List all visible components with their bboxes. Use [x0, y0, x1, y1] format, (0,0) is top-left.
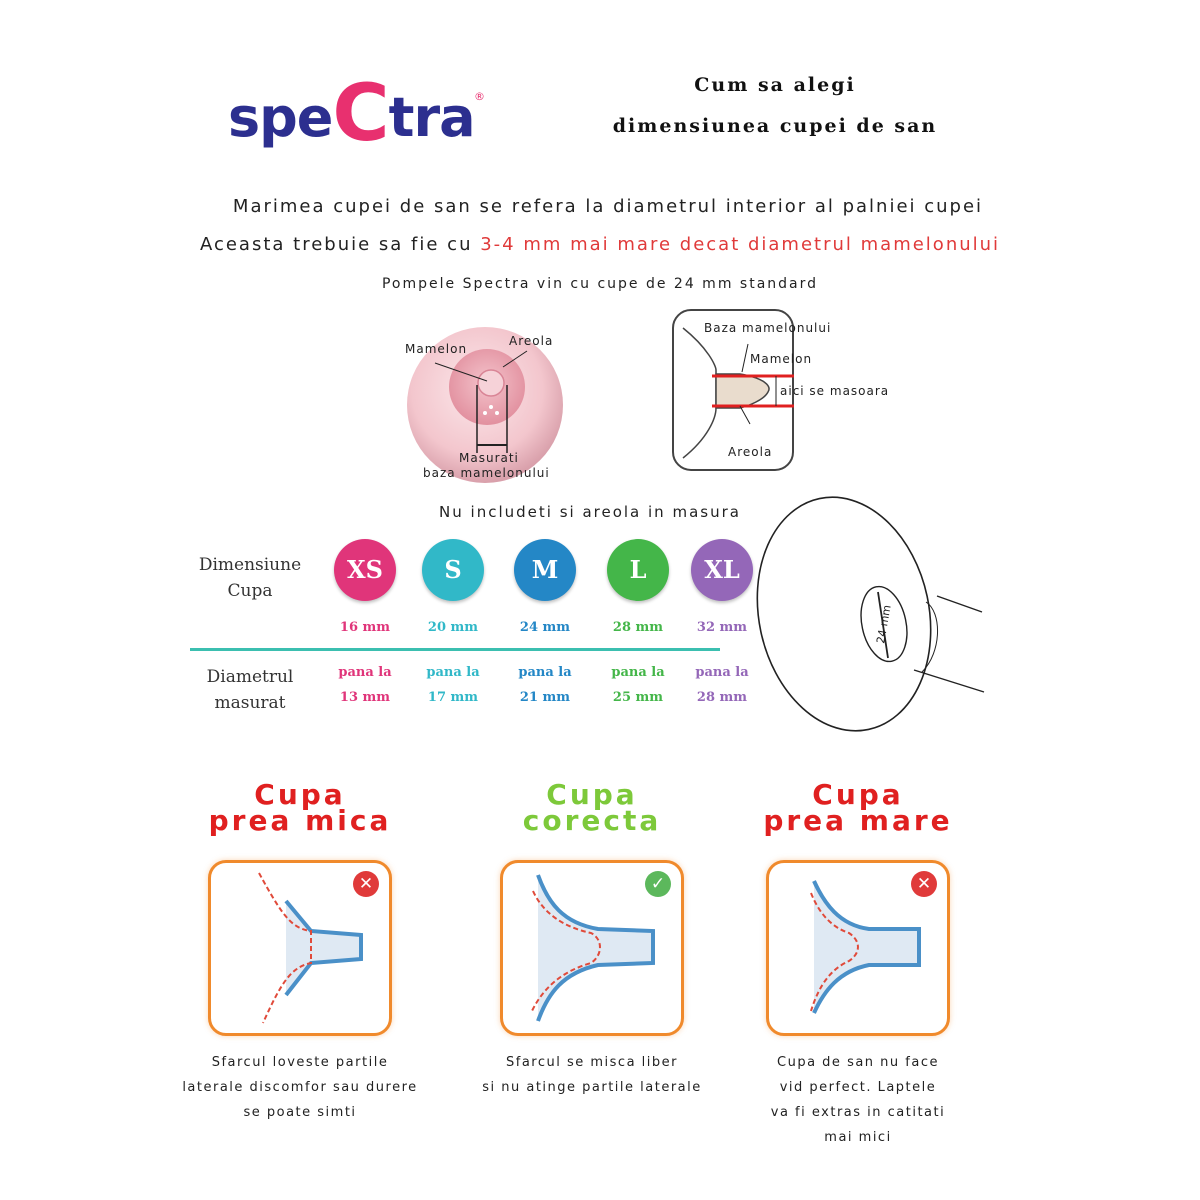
- size-badge-0: XS: [334, 539, 396, 601]
- check-icon: ✓: [645, 871, 671, 897]
- fit-caption-line: Sfarcul loveste partile: [211, 1055, 389, 1070]
- fit-caption-line: se poate simti: [243, 1105, 357, 1120]
- label-here: aici se masoara: [780, 384, 890, 398]
- fit-caption-line: vid perfect. Laptele: [779, 1080, 937, 1095]
- fit-title-line1: Cupa: [812, 778, 904, 811]
- fit-caption-line: Cupa de san nu face: [777, 1055, 939, 1070]
- label-base: Baza mamelonului: [704, 321, 832, 335]
- fit-caption-0: [170, 1050, 430, 1125]
- label-measure-2: baza mamelonului: [423, 466, 550, 480]
- fit-caption-line: si nu atinge partile laterale: [482, 1080, 702, 1095]
- measured-diameter-0: [320, 660, 410, 710]
- cup-diameter-1: 20 mm: [427, 620, 479, 635]
- nipple-photo-illustration: [395, 325, 570, 485]
- funnel-fill: [538, 875, 653, 1021]
- fit-caption-2: [728, 1050, 988, 1150]
- nipple-shape: [478, 370, 504, 396]
- label-nipple: Mamelon: [750, 352, 813, 366]
- label-areola-side: Areola: [728, 445, 773, 459]
- row-header-size-line1: Dimensiune: [198, 555, 302, 575]
- flange-rim: [752, 492, 952, 737]
- logo-registered-mark: ®: [474, 90, 485, 103]
- size-badge-4: XL: [691, 539, 753, 601]
- table-separator: [190, 648, 720, 651]
- measured-value: 28 mm: [696, 690, 748, 705]
- row-header-size: [180, 552, 320, 604]
- fit-illustration-2: [766, 860, 950, 1036]
- cross-icon: ✕: [353, 871, 379, 897]
- measured-up-to-label: pana la: [426, 665, 480, 680]
- funnel-fill: [814, 881, 919, 1013]
- cup-diameter-3: 28 mm: [612, 620, 664, 635]
- fit-caption-line: va fi extras in catitati: [770, 1105, 946, 1120]
- measured-up-to-label: pana la: [695, 665, 749, 680]
- measured-value: 21 mm: [519, 690, 571, 705]
- label-measure-1: Masurati: [459, 451, 519, 465]
- label-areola: Areola: [509, 334, 554, 348]
- cup-diameter-4: 32 mm: [696, 620, 748, 635]
- page-title-line1: Cum sa alegi: [694, 74, 856, 96]
- row-header-measured-line1: Diametrul: [206, 667, 294, 687]
- fit-title-2: [708, 778, 1008, 837]
- measured-up-to-label: pana la: [611, 665, 665, 680]
- measured-value: 25 mm: [612, 690, 664, 705]
- intro-line1: Marimea cupei de san se refera la diametrul interior al palniei cupei: [232, 196, 984, 217]
- fit-illustration-0: [208, 860, 392, 1036]
- nipple-side-diagram: [668, 308, 908, 476]
- flange-diagram: [752, 492, 992, 737]
- page-title-line2: dimensiunea cupei de san: [612, 115, 938, 137]
- cross-icon: ✕: [911, 871, 937, 897]
- cup-diameter-2: 24 mm: [519, 620, 571, 635]
- measured-up-to-label: pana la: [518, 665, 572, 680]
- fit-caption-line: Sfarcul se misca liber: [505, 1055, 678, 1070]
- fit-illustration-1: [500, 860, 684, 1036]
- measured-value: 17 mm: [427, 690, 479, 705]
- measured-value: 13 mm: [339, 690, 391, 705]
- label-mamelon: Mamelon: [405, 342, 468, 356]
- spectra-logo: [228, 60, 488, 160]
- flange-size-label: 24 mm: [874, 603, 894, 645]
- fit-title-line2: prea mare: [763, 804, 953, 837]
- size-badge-1: S: [422, 539, 484, 601]
- logo-text-c: C: [332, 69, 389, 159]
- row-header-measured-line2: masurat: [214, 693, 286, 713]
- logo-text-before: spe: [228, 86, 333, 149]
- fit-caption-1: [462, 1050, 722, 1100]
- logo-wordmark: [228, 60, 475, 168]
- intro-line3: Pompele Spectra vin cu cupe de 24 mm standard: [381, 276, 819, 292]
- fit-caption-line: laterale discomfor sau durere: [182, 1080, 418, 1095]
- fit-title-line2: corecta: [522, 804, 662, 837]
- row-header-size-line2: Cupa: [227, 581, 273, 601]
- measured-up-to-label: pana la: [338, 665, 392, 680]
- size-badge-3: L: [607, 539, 669, 601]
- cup-diameter-0: 16 mm: [339, 620, 391, 635]
- fit-title-line1: Cupa: [254, 778, 346, 811]
- measured-diameter-2: [500, 660, 590, 710]
- measured-diameter-4: [677, 660, 767, 710]
- size-badge-2: M: [514, 539, 576, 601]
- measured-diameter-3: [593, 660, 683, 710]
- fit-title-line1: Cupa: [546, 778, 638, 811]
- fit-title-0: [150, 778, 450, 837]
- fit-title-line2: prea mica: [208, 804, 392, 837]
- intro-line2-prefix: Aceasta trebuie sa fie cu: [199, 234, 481, 255]
- exclude-areola-note: Nu includeti si areola in masura: [439, 503, 741, 521]
- row-header-measured: [180, 664, 320, 716]
- fit-caption-line: mai mici: [824, 1130, 892, 1145]
- intro-line2: [0, 234, 1200, 255]
- fit-title-1: [442, 778, 742, 837]
- measured-diameter-1: [408, 660, 498, 710]
- logo-text-after: tra: [388, 86, 475, 149]
- intro-line2-highlight: 3-4 mm mai mare decat diametrul mamelonului: [480, 234, 1001, 255]
